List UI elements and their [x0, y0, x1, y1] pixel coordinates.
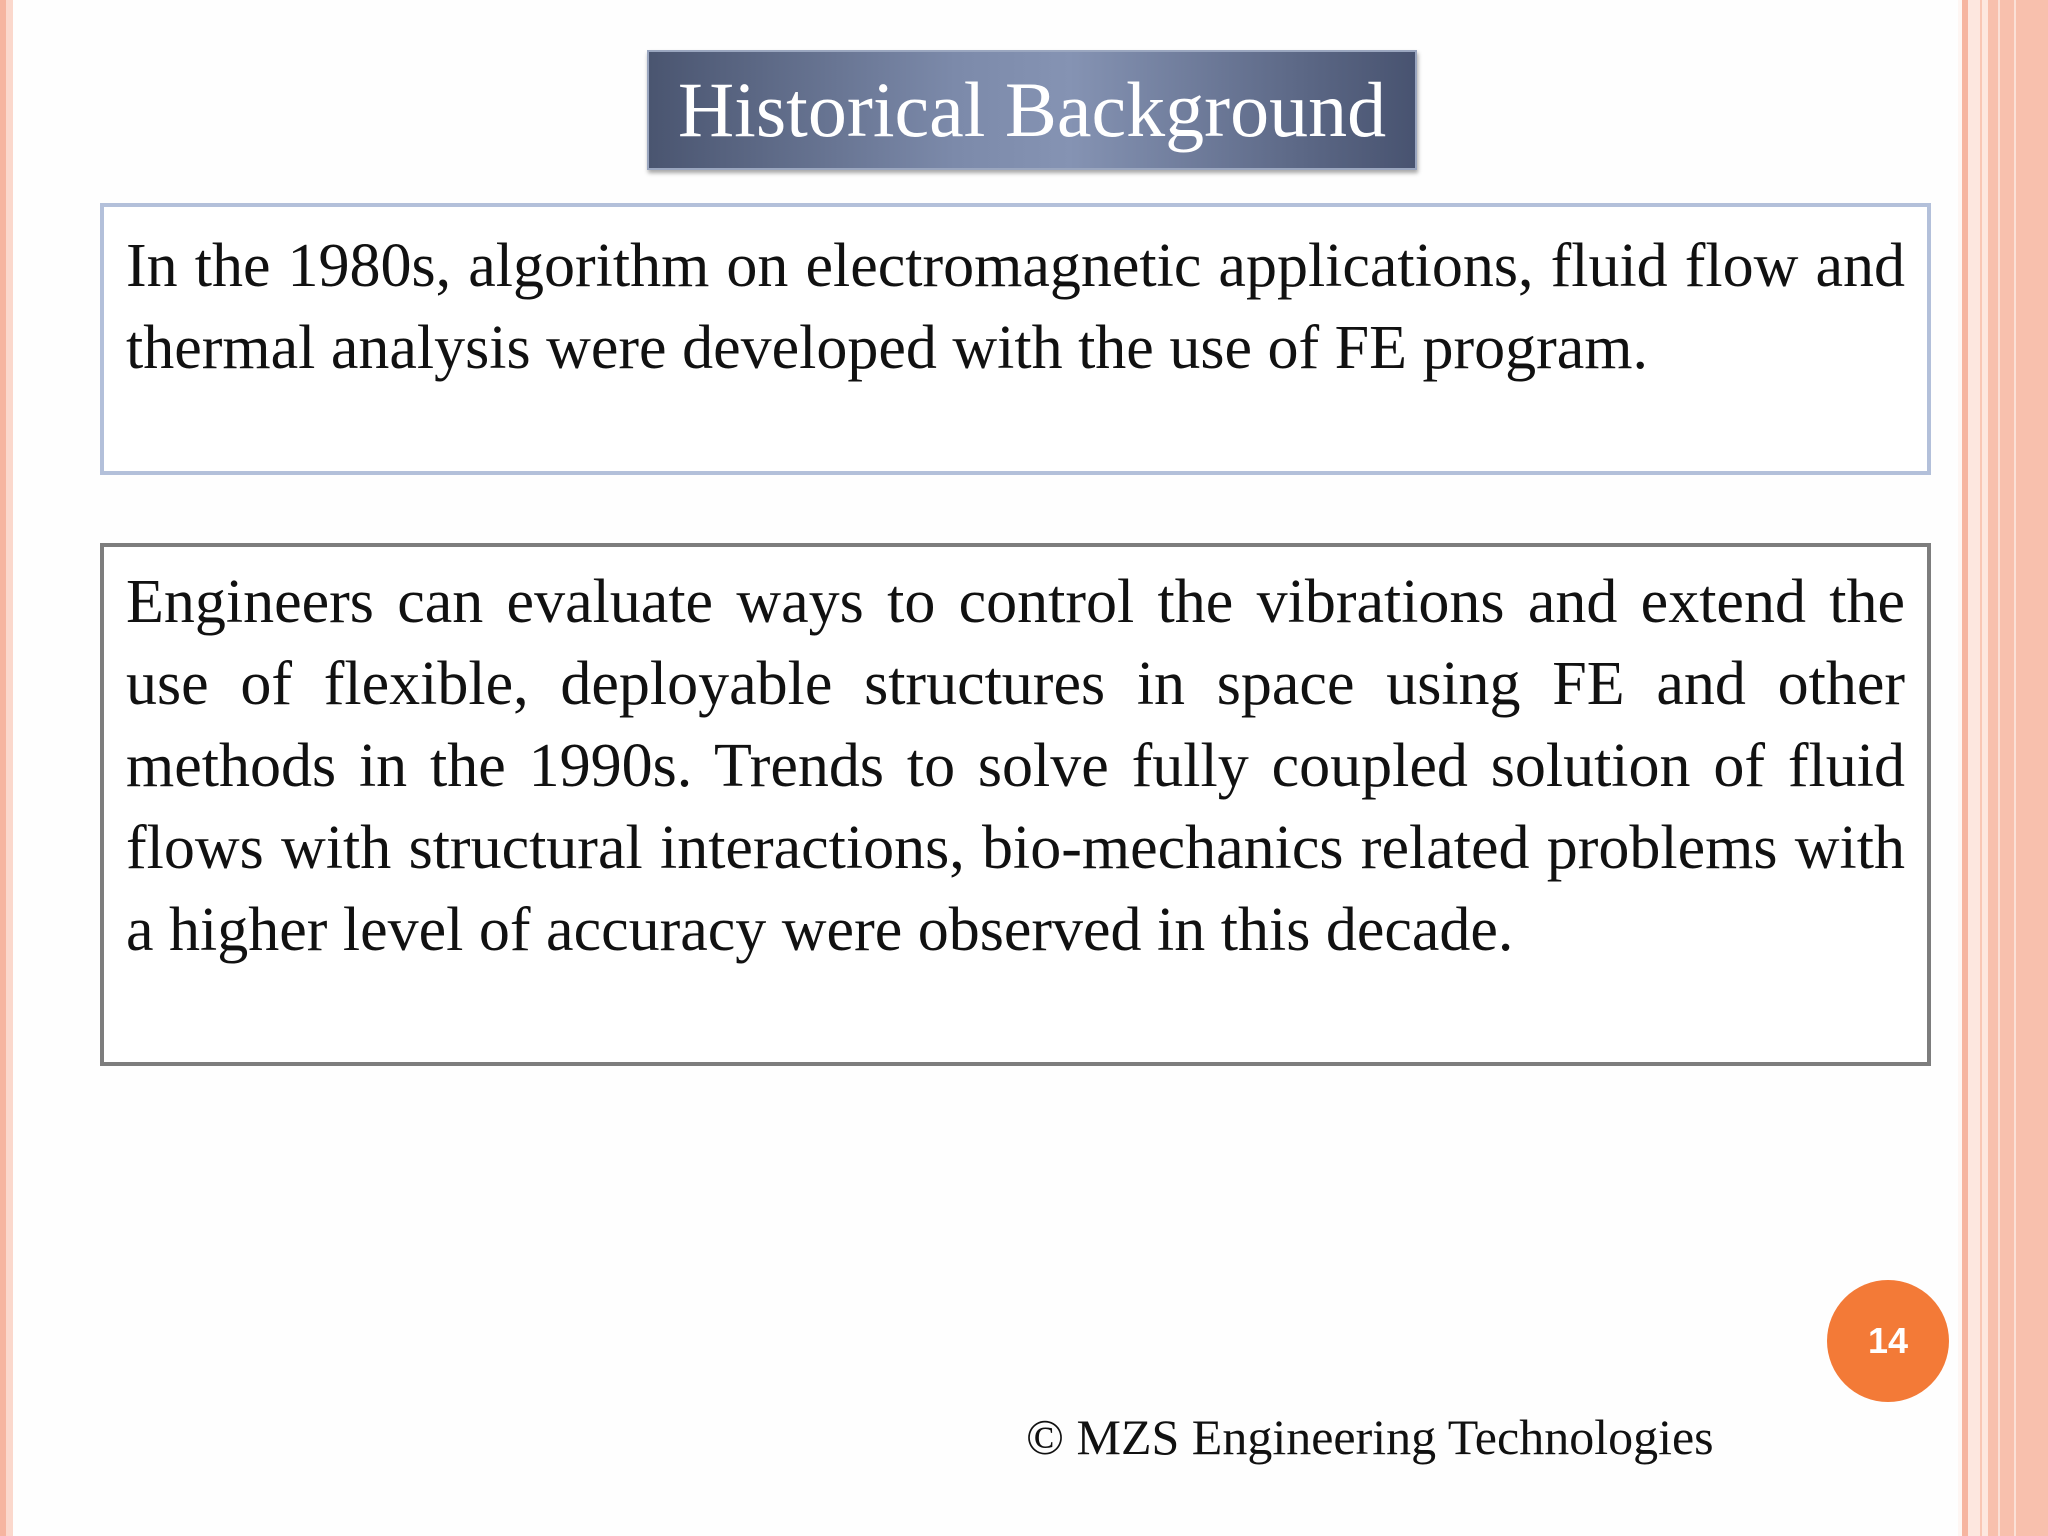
edge-stripe [1998, 0, 2000, 1536]
page-number: 14 [1867, 1320, 1909, 1361]
slide-right-edge-decoration [1958, 0, 2048, 1536]
paragraph-1990s: Engineers can evaluate ways to control the vibrations and extend the use of flexible, deployable structures in space using FE and other methods in the 1990s. Trends to solve fully coupled solution of fluid flows with structural interactions, bio-mechanics related problems with a higher level of accuracy were observed in this decade. [126, 568, 1905, 964]
footer-copyright: © MZS Engineering Technologies [1026, 1409, 1714, 1465]
content-box-1980s [100, 203, 1931, 475]
paragraph-1980s: In the 1980s, algorithm on electromagnetic applications, fluid flow and thermal analysis were developed with the use of FE program. [126, 232, 1905, 382]
page-number-badge [1827, 1280, 1949, 1402]
slide-left-edge-decoration [0, 0, 13, 1536]
content-box-1990s [100, 543, 1931, 1066]
edge-stripe [2014, 0, 2016, 1536]
slide-title-box [647, 50, 1417, 170]
slide-title: Historical Background [677, 66, 1387, 153]
